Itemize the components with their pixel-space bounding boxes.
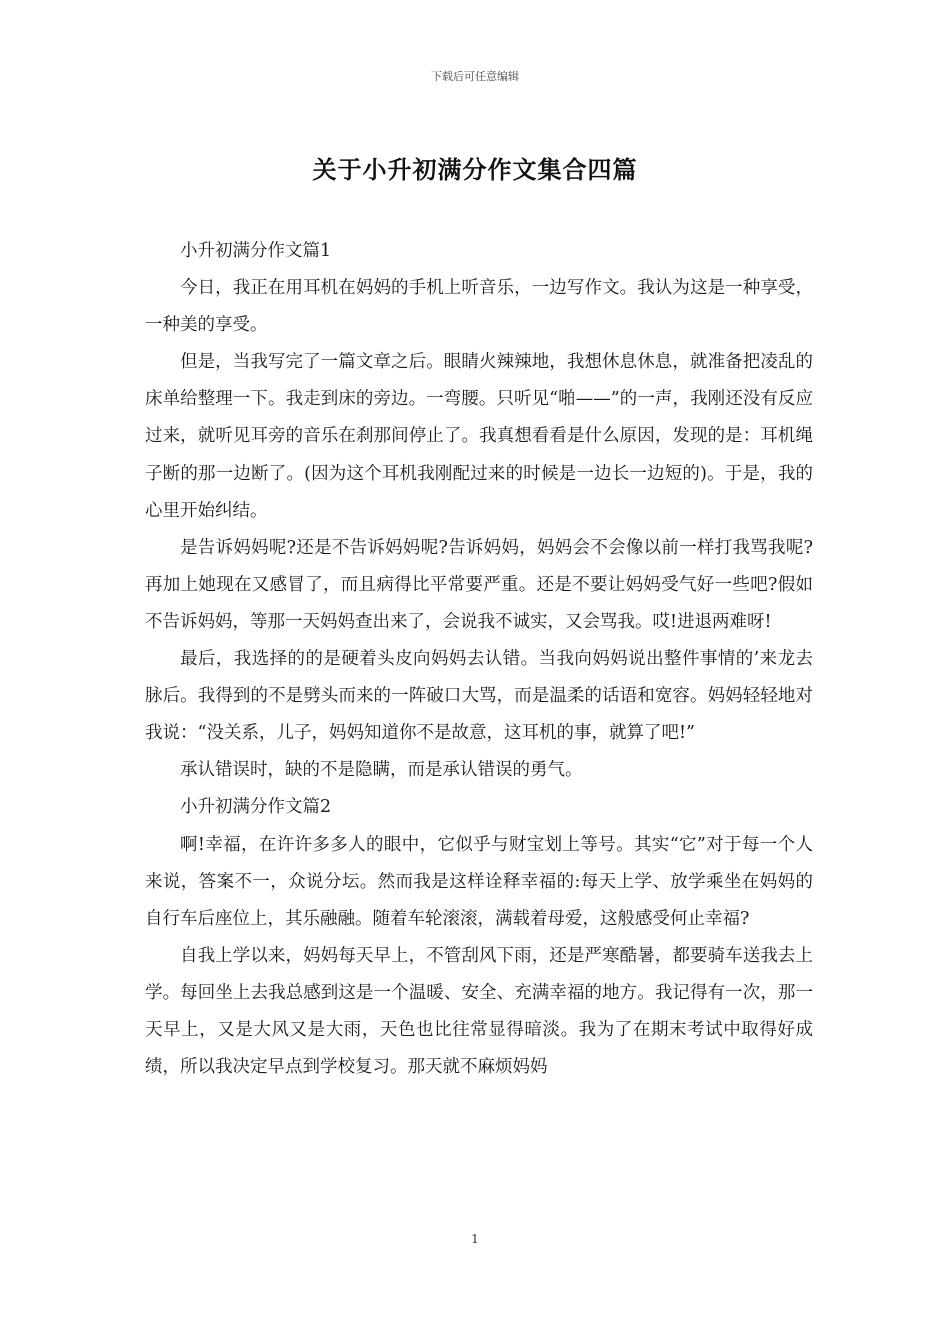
paragraph: 是告诉妈妈呢?还是不告诉妈妈呢?告诉妈妈，妈妈会不会像以前一样打我骂我呢?再加上她现在又感冒了，而且病得比平常要严重。还是不要让妈妈受气好一些吧?假如不告诉妈妈，等那一天妈妈查出来了，会说我不诚实，又会骂我。哎!进退两难呀! — [145, 537, 813, 632]
paragraph: 但是，当我写完了一篇文章之后。眼睛火辣辣地，我想休息休息，就准备把凌乱的床单给整理一下。我走到床的旁边。一弯腰。只听见“啪——”的一声，我刚还没有反应过来，就听见耳旁的音乐在刹那间停止了。我真想看看是什么原因，发现的是：耳机绳子断的那一边断了。(因为这个耳机我刚配过来的时候是一边长一边短的)。于是，我的心里开始纠结。 — [145, 352, 813, 521]
header-note: 下载后可任意编辑 — [431, 70, 519, 83]
paragraph: 最后，我选择的的是硬着头皮向妈妈去认错。当我向妈妈说出整件事情的’来龙去脉后。我得到的不是劈头而来的一阵破口大骂，而是温柔的话语和宽容。妈妈轻轻地对我说：“没关系，儿子，妈妈知道你不是故意，这耳机的事，就算了吧!” — [145, 649, 813, 744]
paragraph: 承认错误时，缺的不是隐瞒，而是承认错误的勇气。 — [180, 760, 583, 781]
page-number: 1 — [471, 1232, 479, 1246]
document-body — [145, 233, 813, 1086]
section-heading: 小升初满分作文篇1 — [180, 241, 332, 261]
paragraph: 今日，我正在用耳机在妈妈的手机上听音乐，一边写作文。我认为这是一种享受，一种美的享受。 — [145, 278, 813, 336]
paragraph: 自我上学以来，妈妈每天早上，不管刮风下雨，还是严寒酷暑，都要骑车送我去上学。每回坐上去我总感到这是一个温暖、安全、充满幸福的地方。我记得有一次，那一天早上，又是大风又是大雨，天色也比往常显得暗淡。我为了在期末考试中取得好成绩，所以我决定早点到学校复习。那天就不麻烦妈妈 — [145, 945, 813, 1078]
paragraph: 啊!幸福，在许许多多人的眼中，它似乎与财宝划上等号。其实“它”对于每一个人来说，答案不一，众说分坛。然而我是这样诠释幸福的:每天上学、放学乘坐在妈妈的自行车后座位上，其乐融融。随着车轮滚滚，满载着母爱，这般感受何止幸福? — [145, 834, 813, 929]
section-heading: 小升初满分作文篇2 — [180, 797, 332, 818]
document-title: 关于小升初满分作文集合四篇 — [312, 155, 638, 184]
